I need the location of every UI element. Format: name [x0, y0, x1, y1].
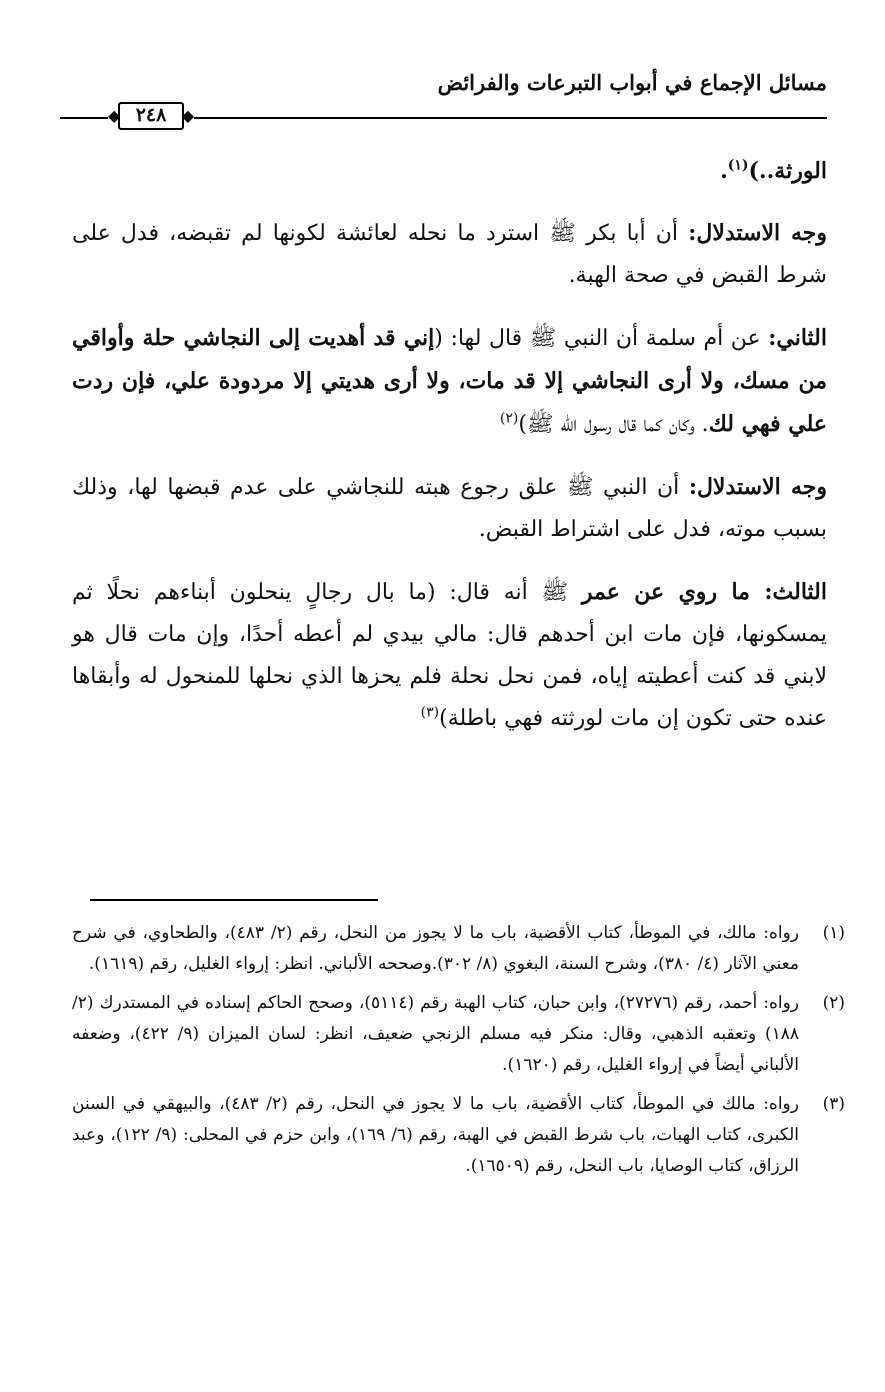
page-number: ٢٤٨	[135, 104, 167, 126]
paragraph-lead: وجه الاستدلال:	[688, 474, 827, 500]
paragraph-lead: وجه الاستدلال:	[688, 220, 828, 246]
footnote-ref-2: (٢)	[499, 410, 519, 427]
footnote-ref-3: (٣)	[420, 704, 440, 721]
paragraph-text: ﷺ أنه قال: (ما بال رجالٍ ينحلون أبناءهم نحلًا ثم يمسكونها، فإن مات ابن أحدهم قال: مالي بيدي لم أعطه أحدًا، وإن مات قال هو لابني قد كنت أعطيته إياه، فمن نحل نحلة فلم يحزها الذي نحلها للمنحول له وأبقاها عنده حتى تكون إن مات لورثته فهي باطلة)	[72, 580, 827, 731]
paragraph-third	[72, 571, 827, 740]
continuation-end: .	[720, 158, 728, 184]
footnote-text: رواه: مالك في الموطأ، كتاب الأقضية، باب ما لا يجوز في النحل، رقم (٢/ ٤٨٣)، والبيهقي في السنن الكبرى، كتاب الهبات، باب شرط القبض في الهبة، رقم (٦/ ١٦٩)، وابن حزم في المحلى: (٩/ ١٢٢)، وعبد الرزاق، كتاب الوصايا، باب النحل، رقم (١٦٥٠٩).	[72, 1094, 799, 1176]
header-rule-right	[194, 117, 827, 119]
paragraph-second	[72, 317, 827, 446]
footnote-item	[72, 918, 845, 980]
paragraph-lead: الثالث: ما روي عن عمر	[581, 579, 827, 605]
paragraph-evidence-1	[72, 212, 827, 297]
hadith-quote: إني قد أهديت إلى النجاشي حلة وأواقي من مسك، ولا أرى النجاشي إلا قد مات، ولا أرى هديتي إلا مردودة علي، فإن ردت علي فهي لك	[72, 325, 827, 437]
footnote-number: (١)	[822, 923, 845, 943]
paragraph-text: أن أبا بكر ﷺ استرد ما نحله لعائشة لكونها لم تقبضه، فدل على شرط القبض في صحة الهبة.	[72, 221, 827, 288]
header-rule-left	[60, 117, 108, 119]
paragraph-lead: الثاني:	[768, 325, 827, 351]
footnote-item	[72, 988, 845, 1081]
continuation-text: الورثة..)	[748, 158, 827, 184]
footnote-text: رواه: أحمد، رقم (٢٧٢٧٦)، وابن حبان، كتاب الهبة رقم (٥١١٤)، وصحح الحاكم إسناده في المستدرك (٢/ ١٨٨) وتعقبه الذهبي، وقال: منكر فيه مسلم الزنجي ضعيف، انظر: لسان الميزان (٩/ ٤٢٢)، وضعفه الألباني أيضاً في إرواء الغليل، رقم (١٦٢٠).	[72, 993, 800, 1075]
paragraph-evidence-2	[72, 466, 827, 551]
paragraph-text: عن أم سلمة أن النبي ﷺ قال لها: (	[434, 326, 769, 351]
footnote-separator	[90, 899, 378, 901]
page-number-ornament	[108, 100, 194, 132]
paragraph-text-end: . وكان كما قال رسول الله ﷺ)	[518, 412, 709, 437]
running-title: مسائل الإجماع في أبواب التبرعات والفرائض	[437, 70, 827, 95]
ornament-left-icon: ◆	[108, 106, 121, 125]
footnotes	[72, 918, 845, 1190]
footnote-text: رواه: مالك، في الموطأ، كتاب الأقضية، باب ما لا يجوز من النحل، رقم (٢/ ٤٨٣)، والطحاوي، في شرح معني الآثار (٤/ ٣٨٠)، وشرح السنة، البغوي (٨/ ٣٠٢).وصححه الألباني. انظر: إرواء الغليل، رقم (١٦١٩).	[72, 923, 800, 974]
main-text	[72, 150, 827, 760]
footnote-ref-1: (١)	[727, 157, 749, 174]
paragraph-text: أن النبي ﷺ علق رجوع هبته للنجاشي على عدم قبضها لها، وذلك بسبب موته، فدل على اشتراط القبض.	[72, 475, 827, 542]
footnote-number: (٢)	[822, 993, 845, 1013]
paragraph-continuation	[72, 150, 827, 192]
footnote-item	[72, 1089, 845, 1182]
ornament-right-icon: ◆	[181, 106, 194, 125]
footnote-number: (٣)	[822, 1094, 845, 1114]
